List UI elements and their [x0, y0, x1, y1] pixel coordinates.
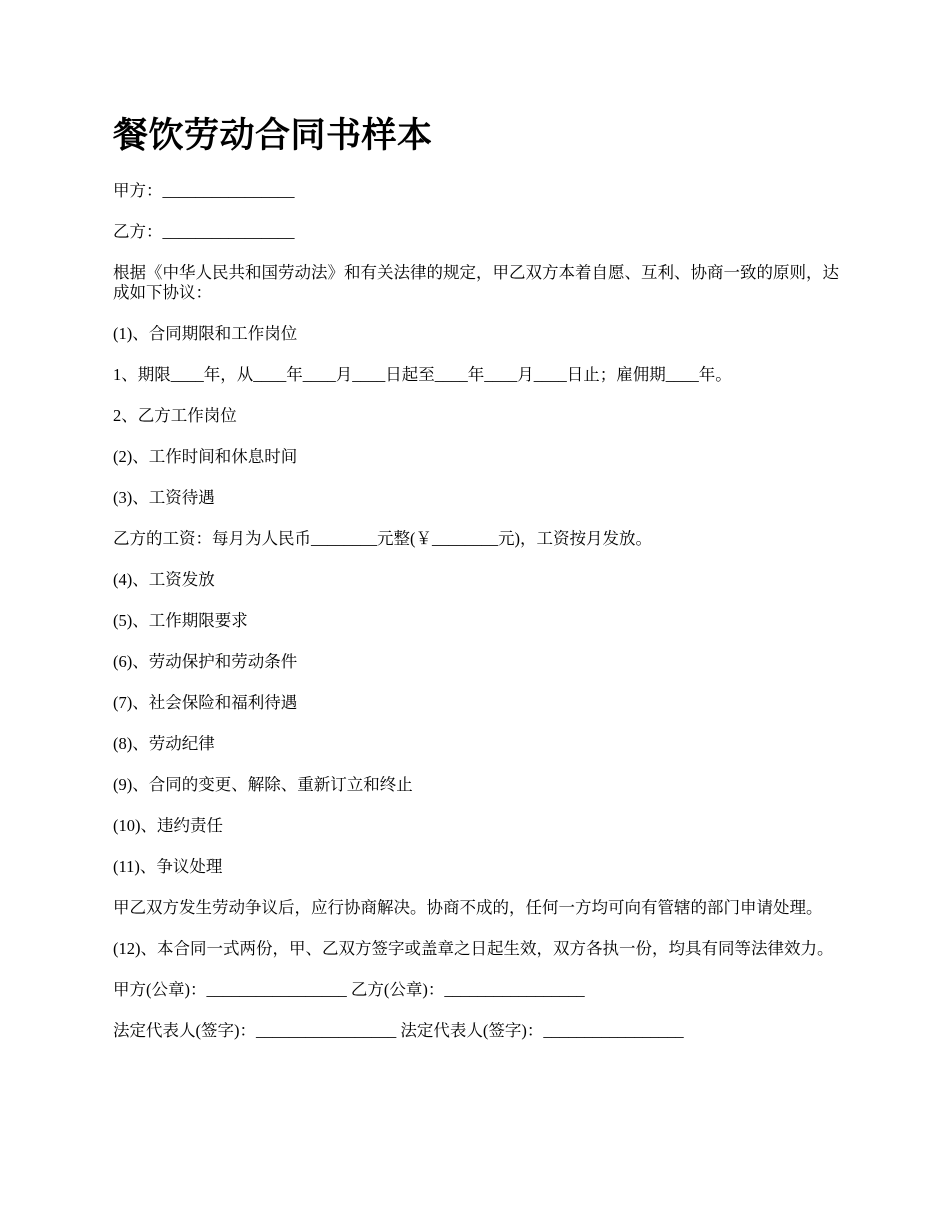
section-heading-breach-liability: (10)、违约责任 [113, 816, 223, 835]
party-a-line: 甲方：________________ [113, 181, 295, 200]
wage-clause: 乙方的工资：每月为人民币________元整(￥________元)，工资按月发放。 [113, 529, 652, 548]
section-heading-labor-protection: (6)、劳动保护和劳动条件 [113, 652, 298, 671]
section-heading-social-insurance: (7)、社会保险和福利待遇 [113, 693, 298, 712]
party-b-line: 乙方：________________ [113, 222, 295, 241]
preamble-paragraph: 根据《中华人民共和国劳动法》和有关法律的规定，甲乙双方本着自愿、互利、协商一致的原则，达成如下协议： [113, 263, 839, 302]
position-clause: 2、乙方工作岗位 [113, 406, 237, 425]
seal-signature-line: 甲方(公章)：_________________ 乙方(公章)：_________________ [113, 980, 585, 999]
effectiveness-clause: (12)、本合同一式两份，甲、乙双方签字或盖章之日起生效，双方各执一份，均具有同等法律效力。 [113, 939, 834, 958]
dispute-clause: 甲乙双方发生劳动争议后，应行协商解决。协商不成的，任何一方均可向有管辖的部门申请处理。 [113, 898, 823, 917]
representative-signature-line: 法定代表人(签字)：_________________ 法定代表人(签字)：_________________ [113, 1021, 684, 1040]
contract-term-clause: 1、期限____年，从____年____月____日起至____年____月____日止；雇佣期____年。 [113, 365, 732, 384]
section-heading-dispute-resolution: (11)、争议处理 [113, 857, 223, 876]
document-title: 餐饮劳动合同书样本 [113, 115, 433, 156]
section-heading-labor-discipline: (8)、劳动纪律 [113, 734, 215, 753]
section-heading-contract-changes: (9)、合同的变更、解除、重新订立和终止 [113, 775, 413, 794]
section-heading-working-hours: (2)、工作时间和休息时间 [113, 447, 298, 466]
section-heading-wages: (3)、工资待遇 [113, 488, 215, 507]
section-heading-work-period: (5)、工作期限要求 [113, 611, 248, 630]
document-page [113, 112, 843, 1062]
section-heading-term-and-position: (1)、合同期限和工作岗位 [113, 324, 298, 343]
section-heading-wage-payment: (4)、工资发放 [113, 570, 215, 589]
